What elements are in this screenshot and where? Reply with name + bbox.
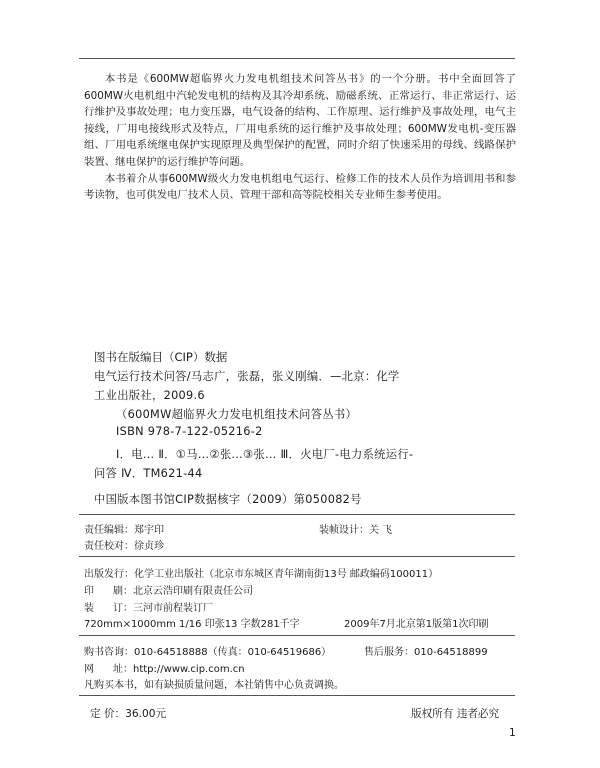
cip-line: 电气运行技术问答/马志广，张磊，张义刚编．—北京：化学 [94,370,400,383]
purchase-hotline: 购书咨询：010-64518888（传真：010-64519686） [84,647,332,658]
copyright-notice: 版权所有 违者必究 [411,708,500,720]
print-specs: 720mm×1000mm 1/16 印张13 字数281千字 [84,619,300,630]
intro-paragraph: 本书着介从事600MW级火力发电机组电气运行、检修工作的技术人员作为培训用书和参考读物，也可供发电厂技术人员、管理干部和高等院校相关专业师生参考使用。 [84,172,516,202]
rule [79,695,515,696]
cip-record-number: 中国版本图书馆CIP数据核字（2009）第050082号 [94,493,362,506]
quality-notice: 凡购买本书，如有缺损质量问题，本社销售中心负责调换。 [84,680,344,691]
cip-isbn: ISBN 978-7-122-05216-2 [116,425,263,438]
after-sales-hotline: 售后服务：010-64518899 [364,647,488,658]
responsible-editor: 责任编辑：郑宇印 [84,525,164,536]
rule [79,556,515,557]
cip-line: （600MW超临界火力发电机组技术问答丛书） [116,408,358,421]
binder: 订：三河市前程装订厂 [113,603,213,614]
proofreader: 责任校对：徐贞珍 [84,541,164,552]
price: 定 价：36.00元 [90,708,167,720]
edition-info: 2009年7月北京第1版第1次印刷 [344,619,489,630]
cip-classification: 问答 Ⅳ．TM621-44 [94,467,203,480]
printer-label: 印 [84,586,94,597]
publisher: 出版发行：化学工业出版社（北京市东城区青年湖南街13号 邮政编码100011） [84,569,439,580]
cip-line: 工业出版社，2009.6 [94,389,205,402]
rule [79,635,515,636]
cip-heading: 图书在版编目（CIP）数据 [94,350,228,364]
website: 址：http://www.cip.com.cn [113,664,245,675]
intro-paragraph: 本书是《600MW超临界火力发电机组技术问答丛书》的一个分册。书中全面回答了600MW火电机组中汽轮发电机的结构及其冷却系统、励磁系统、正常运行、非正常运行、运行维护及事故处理；电力变压器，电气设备的结构、工作原理、运行维护及事故处理，电气主接线，厂用电接线形式及特点，厂用电系统的运行维护及事故处理；600MW发电机-变压器组、厂用电系统继电保护实现原理及典型保护的配置，同时介绍了快速采用的母线、线路保护装置、继电保护的运行维护等问题。 [84,73,516,168]
website-label: 网 [84,664,94,675]
top-rule [79,58,515,59]
page-number: 1 [509,727,516,739]
book-introduction [84,71,516,204]
rule [79,514,515,515]
binder-label: 装 [84,603,94,614]
printer: 刷：北京云浩印刷有限责任公司 [113,586,253,597]
cip-classification: Ⅰ．电… Ⅱ．①马…②张…③张… Ⅲ．火电厂-电力系统运行- [116,448,414,461]
cover-designer: 装帧设计：关 飞 [319,525,393,536]
